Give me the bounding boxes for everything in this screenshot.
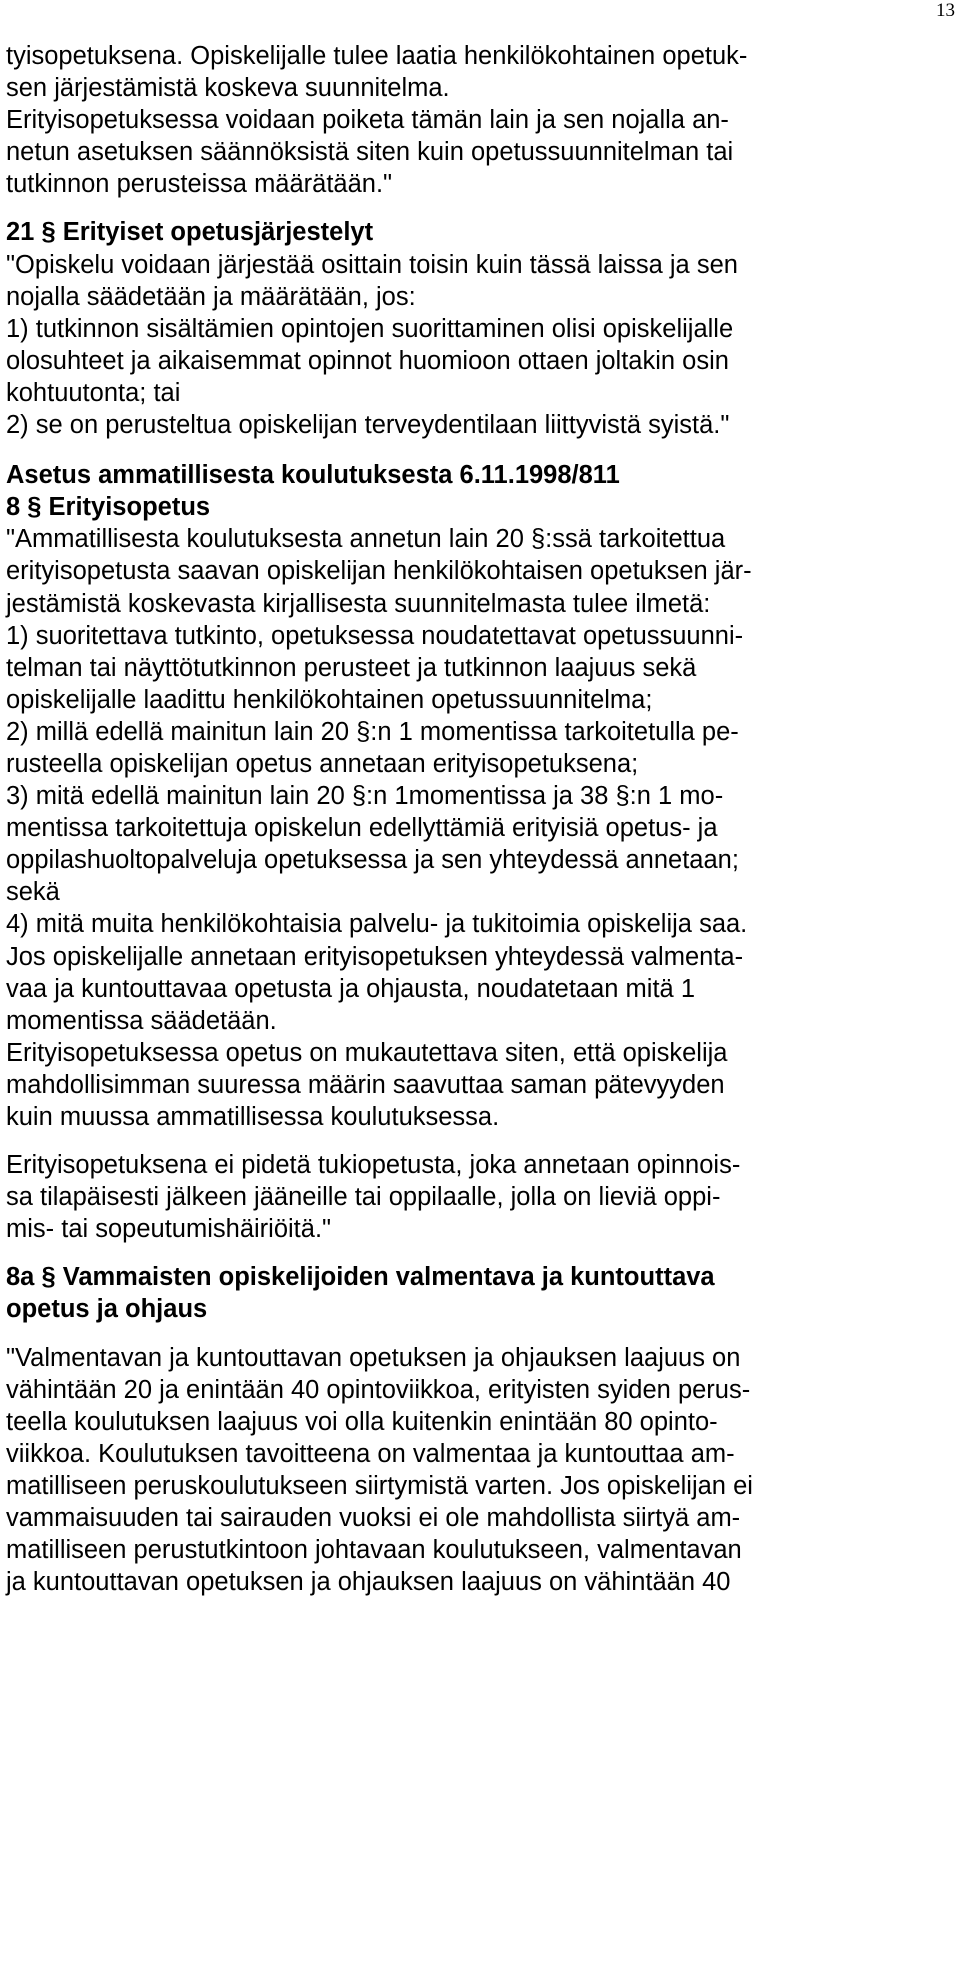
text-line: tutkinnon perusteissa määrätään." [6, 170, 393, 199]
section-8-heading: 8 § Erityisopetus [6, 493, 211, 522]
text-line: mentissa tarkoitettuja opiskelun edellyttämiä erityisiä opetus- ja [6, 814, 718, 843]
text-line: jestämistä koskevasta kirjallisesta suunnitelmasta tulee ilmetä: [6, 589, 711, 618]
text-line: 3) mitä edellä mainitun lain 20 §:n 1momentissa ja 38 §:n 1 mo- [6, 782, 724, 811]
text-line: mis- tai sopeutumishäiriöitä." [6, 1215, 332, 1244]
text-line: 1) suoritettava tutkinto, opetuksessa noudatettavat opetussuunni- [6, 621, 744, 650]
text-line: matilliseen peruskoulutukseen siirtymistä varten. Jos opiskelijan ei [6, 1471, 753, 1500]
text-line: vaa ja kuntouttavaa opetusta ja ohjausta, noudatetaan mitä 1 [6, 974, 695, 1003]
text-line: opiskelijalle laadittu henkilökohtainen opetussuunnitelma; [6, 685, 653, 714]
text-line: sen järjestämistä koskeva suunnitelma. [6, 74, 450, 103]
text-line: vammaisuuden tai sairauden vuoksi ei ole mahdollista siirtyä am- [6, 1504, 741, 1533]
text-line: mahdollisimman suuressa määrin saavuttaa saman pätevyyden [6, 1070, 725, 1099]
section-21 [6, 216, 946, 441]
text-line: kohtuutonta; tai [6, 378, 181, 407]
text-line: viikkoa. Koulutuksen tavoitteena on valmentaa ja kuntouttaa am- [6, 1439, 735, 1468]
text-line: nojalla säädetään ja määrätään, jos: [6, 282, 416, 311]
text-line: "Opiskelu voidaan järjestää osittain toisin kuin tässä laissa ja sen [6, 250, 738, 279]
text-line: ja kuntouttavan opetuksen ja ohjauksen laajuus on vähintään 40 [6, 1568, 731, 1597]
text-line: matilliseen perustutkintoon johtavaan koulutukseen, valmentavan [6, 1536, 742, 1565]
text-line: Erityisopetuksessa voidaan poiketa tämän lain ja sen nojalla an- [6, 106, 729, 135]
text-line: momentissa säädetään. [6, 1006, 277, 1035]
text-line: "Ammatillisesta koulutuksesta annetun lain 20 §:ssä tarkoitettua [6, 525, 726, 554]
text-line: Erityisopetuksessa opetus on mukautettava siten, että opiskelija [6, 1038, 728, 1067]
text-line: teella koulutuksen laajuus voi olla kuitenkin enintään 80 opinto- [6, 1407, 718, 1436]
text-line: 2) se on perusteltua opiskelijan terveydentilaan liittyvistä syistä." [6, 411, 730, 440]
intro-paragraph [6, 40, 946, 200]
text-line: telman tai näyttötutkinnon perusteet ja tutkinnon laajuus sekä [6, 653, 697, 682]
text-line: sa tilapäisesti jälkeen jääneille tai oppilaalle, jolla on lieviä oppi- [6, 1183, 721, 1212]
section-8a-heading: opetus ja ohjaus [6, 1295, 208, 1324]
text-line: oppilashuoltopalveluja opetuksessa ja sen yhteydessä annetaan; [6, 846, 739, 875]
text-line: sekä [6, 878, 60, 907]
text-line: 4) mitä muita henkilökohtaisia palvelu- ja tukitoimia opiskelija saa. [6, 910, 748, 939]
text-line: erityisopetusta saavan opiskelijan henkilökohtaisen opetuksen jär- [6, 557, 752, 586]
text-line: 2) millä edellä mainitun lain 20 §:n 1 momentissa tarkoitetulla pe- [6, 717, 739, 746]
page-number: 13 [936, 0, 955, 21]
text-line: 1) tutkinnon sisältämien opintojen suorittaminen olisi opiskelijalle [6, 314, 734, 343]
document-body [6, 40, 946, 1598]
text-line: Jos opiskelijalle annetaan erityisopetuksen yhteydessä valmenta- [6, 942, 744, 971]
asetus-heading: Asetus ammatillisesta koulutuksesta 6.11.1998/811 [6, 461, 620, 490]
text-line: kuin muussa ammatillisessa koulutuksessa. [6, 1103, 500, 1131]
section-8a-heading: 8a § Vammaisten opiskelijoiden valmentava ja kuntouttava [6, 1263, 715, 1292]
text-line: vähintään 20 ja enintään 40 opintoviikkoa, erityisten syiden perus- [6, 1375, 751, 1404]
text-line: olosuhteet ja aikaisemmat opinnot huomioon ottaen joltakin osin [6, 346, 729, 375]
section-21-heading: 21 § Erityiset opetusjärjestelyt [6, 218, 374, 247]
text-line: Erityisopetuksena ei pidetä tukiopetusta, joka annetaan opinnois- [6, 1151, 741, 1180]
section-8 [6, 459, 946, 1245]
text-line: tyisopetuksena. Opiskelijalle tulee laatia henkilökohtainen opetuk- [6, 42, 748, 70]
text-line: "Valmentavan ja kuntouttavan opetuksen ja ohjauksen laajuus on [6, 1343, 741, 1372]
section-8a [6, 1261, 946, 1598]
text-line: rusteella opiskelijan opetus annetaan erityisopetuksena; [6, 749, 639, 778]
text-line: netun asetuksen säännöksistä siten kuin opetussuunnitelman tai [6, 138, 734, 167]
